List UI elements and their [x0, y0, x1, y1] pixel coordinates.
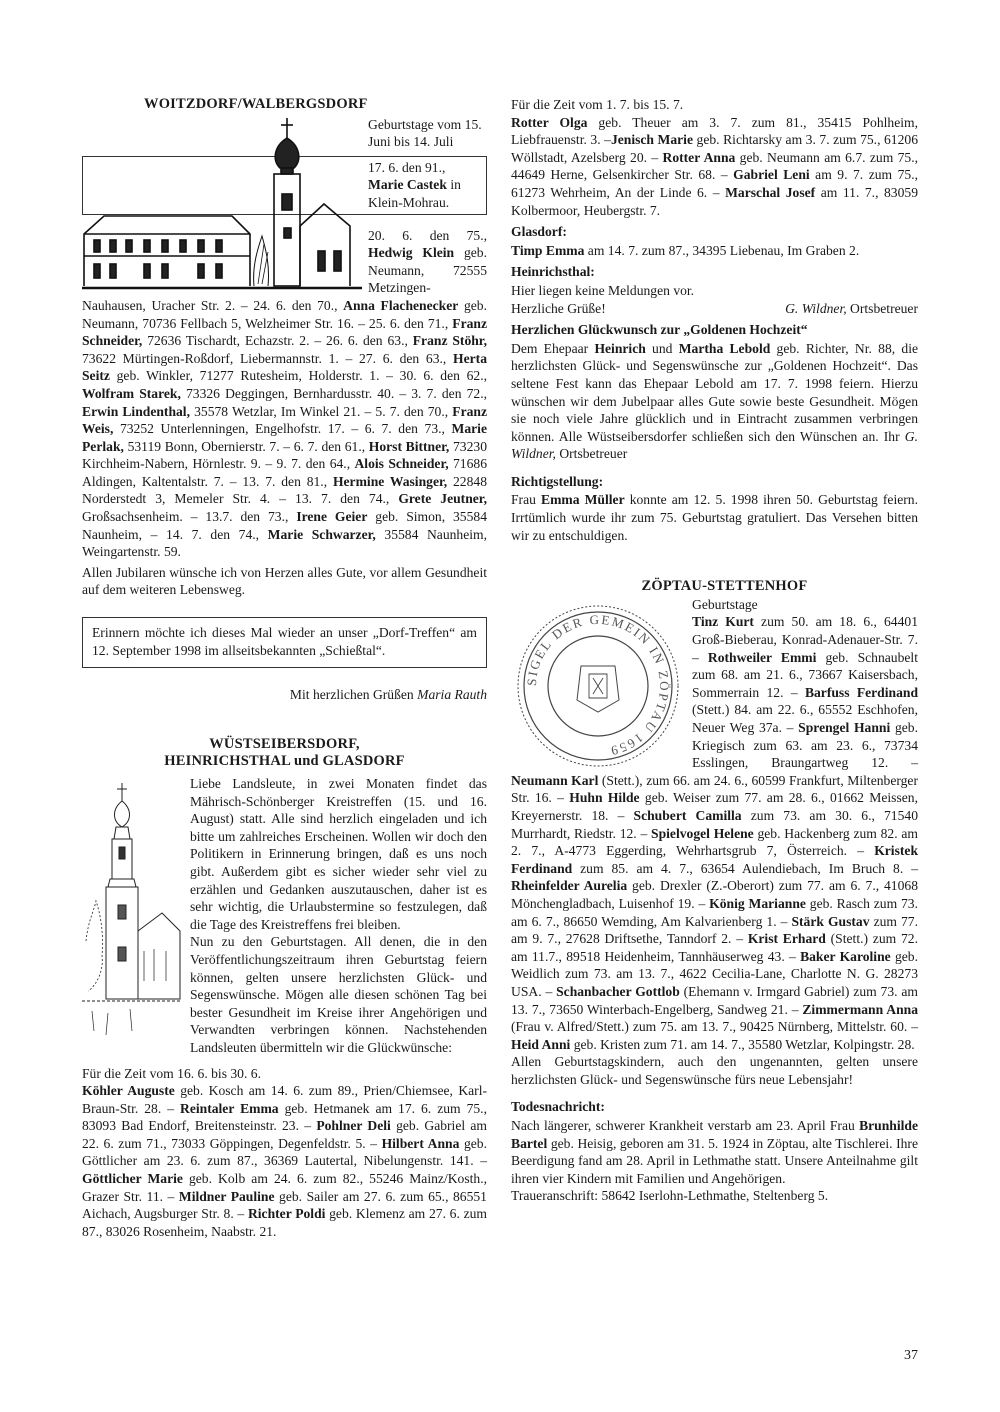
birthday-text: 22848 Norderstedt 3, Memeler Str. 4. – 13. 7. den 74.,: [82, 473, 487, 507]
wuests-period2: Für die Zeit vom 1. 7. bis 15. 7.: [511, 97, 684, 112]
death-notice-heading: Todesnachricht:: [511, 1099, 605, 1115]
birthday-text: geb. Kriegisch zum 63. am 23. 6., 73734 Esslingen, Braungartweg 12. –: [692, 720, 918, 771]
birthday-name: Erwin Lindenthal,: [82, 403, 190, 419]
birthday-name: Kristek Ferdinand: [511, 843, 918, 876]
heinrichsthal-text: Hier liegen keine Meldungen vor.: [511, 282, 695, 298]
left-column: [82, 96, 487, 1240]
golden-wedding-heading: Herzlichen Glückwunsch zur „Goldenen Hochzeit“: [511, 322, 808, 338]
birthday-name: Franz Weis,: [82, 403, 487, 437]
birthday-text: geb. Klemenz am 27. 6. zum 87., 83026 Rosenheim, Naabstr. 21.: [82, 1206, 487, 1239]
birthday-name: Spielvogel Helene: [651, 825, 754, 841]
wuests-title: WÜSTSEIBERSDORF, HEINRICHSTHAL und GLASDORF: [164, 735, 405, 770]
zoeptau-sub: Geburtstage: [692, 596, 758, 612]
correction-text-part: konnte am 12. 5. 1998 ihren 50. Geburtstag feiern. Irrtümlich wurde ihr zum 75. Geburtstag gratuliert. Das Versehen bitten wir zu entschuldigen.: [511, 492, 918, 543]
correction-name: Emma Müller: [541, 492, 625, 508]
birthday-text: 73622 Mürtingen-Roßdorf, Liebermannstr. 1. – 27. 6. den 63.,: [82, 350, 454, 366]
birthday-name: Huhn Hilde: [569, 790, 640, 806]
birthday-text: (Stett.) 84. am 22. 6., 65552 Eschhofen, Neuer Weg 37a. –: [692, 702, 918, 735]
birthday-text: geb. Kosch am 14. 6. zum 89., Prien/Chiemsee, Karl-Braun-Str. 28. –: [82, 1083, 487, 1116]
birthday-name: Marie Schwarzer,: [267, 526, 376, 542]
wuests-birthdays-2: [511, 114, 918, 220]
birthday-name: Baker Karoline: [800, 948, 891, 964]
wuests-intro: Liebe Landsleute, in zwei Monaten findet das Mährisch-Schönberger Kreistreffen (15. und 16. August) statt. Alle sind herzlich eingeladen und ich bitte um zahlreiches Erscheinen. Wollen wir doch den Politikern in Erinnerung bringen, daß es uns noch gibt. Außerdem gibt es sicher wieder sehr viel zu erzählen und Gedanken auszutauschen, daher ist es sehr wichtig, die Urlaubstermine so festzulegen, daß die Tage des Kreistreffens frei bleiben.: [190, 776, 487, 932]
birthday-name: Pohlner Deli: [316, 1118, 391, 1134]
wuests-period1: Für die Zeit vom 16. 6. bis 30. 6.: [82, 1065, 261, 1081]
wedding-text: und: [645, 340, 679, 356]
birthday-name: Marschal Josef: [725, 184, 816, 200]
correction-text: [511, 491, 918, 544]
heinrichsthal-heading: Heinrichsthal:: [511, 264, 595, 280]
birthday-text: am 9. 7. zum 75., 61273 Wehrheim, An der Linde 6. –: [511, 167, 918, 200]
birthday-name: Timp Emma: [511, 242, 585, 258]
birthday-name: Hedwig Klein: [368, 245, 455, 261]
birthday-text: geb. Simon, 35584 Naunheim, – 14. 7. den 74.,: [82, 509, 487, 542]
church-village-illustration: [82, 116, 362, 294]
woitzdorf-intro: Geburtstage vom 15. Juni bis 14. Juli: [368, 116, 482, 150]
dorftreffen-text: Erinnern möchte ich dieses Mal wieder an unser „Dorf-Treffen“ am 12. September 1998 im allseitsbekannten „Schießtal“.: [92, 625, 477, 658]
birthday-text: 53119 Bonn, Obernierstr. 7. – 6. 7. den 61.,: [123, 438, 369, 454]
wedding-name: Martha Lebold: [678, 340, 771, 356]
right-column: [511, 96, 918, 1205]
birthday-text: geb. Weiser zum 77. am 28. 6., 01662 Meissen, Kreyernerstr. 18. –: [511, 790, 918, 823]
birthday-text: 73252 Unterlenningen, Engelhofstr. 17. – 6. 7. den 73.,: [113, 421, 452, 437]
birthday-text: 71686 Aldingen, Kaltentalstr. 7. – 13. 7. den 81.,: [82, 456, 487, 489]
wedding-name: Heinrich: [594, 340, 646, 356]
woitzdorf-signature: [82, 686, 487, 704]
death-text: geb. Heisig, geboren am 31. 5. 1924 in Zöptau, alte Tischlerei. Ihre Beerdigung fand am 28. April in Lethmathe statt. Unsere Anteilnahme gilt ihren vier Kindern mit Familien und Angehörigen.: [511, 1135, 918, 1186]
wuests-birthdays-1: [82, 1082, 487, 1240]
deceased-name: Brunhilde Bartel: [511, 1118, 918, 1151]
birthday-name: Richter Poldi: [247, 1206, 326, 1222]
birthday-text: 73230 Kirchheim-Nabern, Hörnlestr. 9. – 9. 7. den 64.,: [82, 438, 487, 472]
birthday-name: Mildner Pauline: [178, 1188, 275, 1204]
birthday-text: geb. Kolb am 24. 6. zum 82., 55246 Mainz/Kosth., Grazer Str. 11. –: [82, 1171, 487, 1204]
woitzdorf-section: [82, 96, 487, 704]
author-name: Maria Rauth: [417, 687, 487, 703]
birthday-name: Horst Bittner,: [368, 438, 450, 454]
woitzdorf-title: WOITZDORF/WALBERGSDORF: [144, 96, 368, 112]
birthday-name: Anna Flachenecker: [343, 297, 459, 313]
birthday-name: Hermine Wasinger,: [332, 473, 448, 489]
birthday-text: zum 85. am 4. 7., 63654 Aulendiebach, Im Bruch 8. –: [572, 860, 918, 876]
birthday-name: Franz Schneider,: [82, 315, 487, 349]
birthday-text: geb. Kristen zum 71. am 14. 7., 35580 Wetzlar, Kolpingstr. 28.: [570, 1036, 915, 1052]
birthday-name: Köhler Auguste: [82, 1083, 175, 1099]
birthday-text: (Stett.), zum 66. am 24. 6., 60599 Frankfurt, Miltenberger Str. 16. –: [511, 772, 918, 806]
dorftreffen-box: [82, 617, 487, 668]
birthday-name: Hilbert Anna: [381, 1135, 460, 1151]
signature-name: G. Wildner,: [511, 428, 918, 462]
birthday-name: Schubert Camilla: [633, 807, 742, 823]
greeting-text: Herzliche Grüße!: [511, 300, 606, 316]
birthday-name: Alois Schneider,: [354, 456, 449, 472]
correction-heading: Richtigstellung:: [511, 473, 604, 489]
birthday-text: (Frau v. Alfred/Stett.) zum 75. am 13. 7., 90425 Nürnberg, Mittelstr. 60. –: [511, 1019, 918, 1035]
birthday-text: 73326 Deggingen, Bernhardusstr. 40. – 3. 7. den 72.,: [180, 385, 487, 401]
zoeptau-title: ZÖPTAU-STETTENHOF: [641, 578, 808, 595]
page-number: 37: [904, 1348, 918, 1363]
birthday-name: Tinz Kurt: [692, 614, 754, 630]
wuests-para2: Nun zu den Geburtstagen. All denen, die in den Veröffentlichungszeitraum ihren Geburtstag feiern können, gelten unsere herzlichsten Glück- und Segenswünsche. Mögen alle diesen schönen Tag bei bester Gesundheit im Kreise ihrer Angehörigen und Verwandten verbringen können. Nachstehenden Landsleuten übermitteln wir die Glückwünsche:: [190, 934, 487, 1055]
highlight-date: 17. 6. den 91.,: [368, 159, 446, 175]
church-tower-illustration: [82, 781, 182, 1039]
birthday-name: Sprengel Hanni: [798, 720, 891, 735]
wuests-section: [82, 736, 487, 1241]
birthday-text: geb. Weidlich zum 73. am 13. 7., 4622 Cecilia-Lane, Charlotte N. G. 28273 USA. –: [511, 948, 918, 999]
mourning-address: Traueranschrift: 58642 Iserlohn-Lethmathe, Steltenberg 5.: [511, 1188, 829, 1204]
birthday-name: Schanbacher Gottlob: [556, 983, 680, 999]
death-notice-text: [511, 1117, 918, 1187]
highlight-place: in Klein-Mohrau.: [368, 177, 461, 210]
wedding-text: geb. Richter, Nr. 88, die herzlichsten Glück- und Segenswünsche zur „Goldenen Hochzeit“. Das seltene Fest kann das Ehepaar Lebold am 17. 7. 1998 feiern. Hierzu wünschen wir dem Jubelpaar alles Gute sowie beste Gesundheit. Mögen sie noch viele Jahre glücklich und in Eintracht zusammen verbringen können. Alle Wüstseibersdorfer schließen sich den Wünschen an. Ihr: [511, 340, 919, 444]
birthday-text: geb. Neumann, 70736 Fellbach 5, Welzheimer Str. 16. – 25. 6. den 71.,: [82, 297, 487, 331]
golden-wedding-text: [511, 340, 918, 463]
birthday-text: am 11. 7., 83059 Kolbermoor, Heubergstr. 7.: [511, 184, 918, 218]
birthday-name: Franz Stöhr,: [412, 333, 487, 349]
birthday-name: Rheinfelder Aurelia: [511, 878, 628, 894]
birthday-text: geb. Göttlicher am 23. 6. zum 87., 36369 Lautertal, Nibelungenstr. 141. –: [82, 1135, 487, 1169]
birthday-text: geb. Richtarsky am 3. 7. zum 75., 61206 Wöllstadt, Azelsberg 20. –: [511, 132, 918, 165]
glasdorf-entry: [511, 242, 918, 260]
birthday-name: Stärk Gustav: [791, 913, 870, 929]
birthday-name: Zimmermann Anna: [802, 1001, 918, 1017]
birthday-name: Krist Erhard: [747, 931, 826, 947]
birthday-name: Göttlicher Marie: [82, 1171, 183, 1187]
birthday-name: Marie Perlak,: [82, 421, 487, 454]
birthday-text: geb. Schnaubelt zum 68. am 21. 6., 73667 Kaisersbach, Sommerrain 12. –: [692, 649, 918, 700]
birthday-name: Heid Anni: [511, 1036, 571, 1052]
birthday-text: Großsachsenheim. – 13.7. den 73.,: [82, 509, 297, 525]
birthday-text: 35584 Naunheim, Weingartenstr. 59.: [82, 526, 488, 560]
birthday-text: geb. Neumann am 6.7. zum 75., 44649 Herne, Gelsenkircher Str. 68. –: [511, 149, 918, 183]
birthday-name: Herta Seitz: [82, 350, 487, 384]
birthday-text: (Stett.) zum 72. am 11.7., 89518 Heidenheim, Tannhäuserweg 43. –: [511, 931, 918, 964]
birthday-text: 35578 Wetzlar, Im Winkel 21. – 5. 7. den 70.,: [189, 403, 453, 419]
zoeptau-section: [511, 578, 918, 1205]
birthday-name: Rotter Olga: [511, 114, 588, 130]
birthday-text: am 14. 7. zum 87., 34395 Liebenau, Im Graben 2.: [584, 242, 860, 258]
birthday-name: Rotter Anna: [662, 149, 736, 165]
wuests-signature: [511, 300, 918, 318]
birthday-text: 20. 6. den 75.,: [368, 227, 487, 243]
birthday-name: Rothweiler Emmi: [707, 649, 817, 665]
birthday-text: geb. Neumann, 72555 Metzingen-Nauhausen, Uracher Str. 2. – 24. 6. den 70.,: [82, 245, 487, 313]
signature-role: Ortsbetreuer: [846, 300, 918, 316]
signature-role: Ortsbetreuer: [555, 446, 628, 462]
birthday-text: geb. Hetmanek am 17. 6. zum 75., 83093 Bad Endorf, Breitensteinstr. 23. –: [82, 1100, 487, 1134]
birthday-text: geb. Winkler, 71277 Rutesheim, Holderstr. 1. – 30. 6. den 62.,: [109, 368, 487, 384]
woitzdorf-closing: Allen Jubilaren wünsche ich von Herzen alles Gute, vor allem Gesundheit auf dem weiteren Lebensweg.: [82, 564, 487, 598]
birthday-text: 72636 Tischardt, Echazstr. 2. – 26. 6. den 63.,: [142, 333, 413, 349]
birthday-text: zum 73. am 30. 6., 71540 Murrhardt, Riedstr. 12. –: [511, 807, 918, 841]
birthday-text: zum 50. am 18. 6., 64401 Groß-Bieberau, Konrad-Adenauer-Str. 7. –: [692, 614, 918, 665]
birthday-text: geb. Gabriel am 22. 6. zum 71., 73033 Göppingen, Degenfeldstr. 5. –: [82, 1118, 488, 1151]
glasdorf-heading: Glasdorf:: [511, 224, 567, 240]
birthday-name: Gabriel Leni: [733, 167, 810, 183]
birthday-name: Reintaler Emma: [180, 1100, 279, 1116]
birthday-name: Irene Geier: [296, 509, 368, 525]
birthday-name: Grete Jeutner,: [398, 491, 487, 507]
birthday-text: geb. Theuer am 3. 7. zum 81., 35415 Pohlheim, Liebfrauenstr. 3. –: [511, 114, 918, 148]
birthday-name: Barfuss Ferdinand: [804, 684, 918, 700]
correction-text-part: Frau: [511, 492, 541, 508]
birthday-text: geb. Sailer am 27. 6. zum 65., 86551 Aichach, Augsburger Str. 8. –: [82, 1188, 487, 1222]
birthday-text: zum 77. am 9. 7., 27628 Driftsethe, Tanndorf 2. –: [511, 913, 918, 947]
birthday-name: Neumann Karl: [511, 772, 599, 788]
zoeptau-closing: Allen Geburtstagskindern, auch den ungenannten, gelten unsere herzlichsten Glück- und Segenswünsche fürs neue Lebensjahr!: [511, 1054, 918, 1087]
greeting-text: Mit herzlichen Grüßen: [289, 687, 418, 703]
death-text: Nach längerer, schwerer Krankheit verstarb am 23. April Frau: [511, 1118, 860, 1134]
birthday-name: König Marianne: [709, 895, 806, 911]
birthday-text: geb. Rasch zum 73. am 6. 7., 86650 Wemding, Am Kalvarienberg 1. –: [511, 895, 918, 929]
birthday-name: Jenisch Marie: [610, 132, 693, 148]
birthday-text: geb. Drexler (Z.-Oberort) zum 77. am 6. 7., 41068 Mönchengladbach, Luisenhof 19. –: [511, 878, 918, 911]
highlight-name: Marie Castek: [368, 177, 447, 193]
birthday-name: Wolfram Starek,: [82, 385, 181, 401]
wedding-text: Dem Ehepaar: [511, 340, 595, 356]
signature-name: G. Wildner,: [785, 300, 847, 316]
birthday-text: geb. Hackenberg zum 82. am 2. 7., A-4773 Eggerding, Wehrhartsgrub 7, Österreich. –: [511, 825, 918, 859]
signature-block: [785, 300, 918, 318]
village-seal-image: [511, 602, 686, 770]
seal-text: SIGEL DER GEMEIN IN ZÖPTAU 1659: [523, 611, 673, 759]
birthday-text: (Ehemann v. Irmgard Gabriel) zum 73. am 13. 7., 73650 Winterbach-Engelberg, Sandweg 21. –: [511, 983, 918, 1017]
